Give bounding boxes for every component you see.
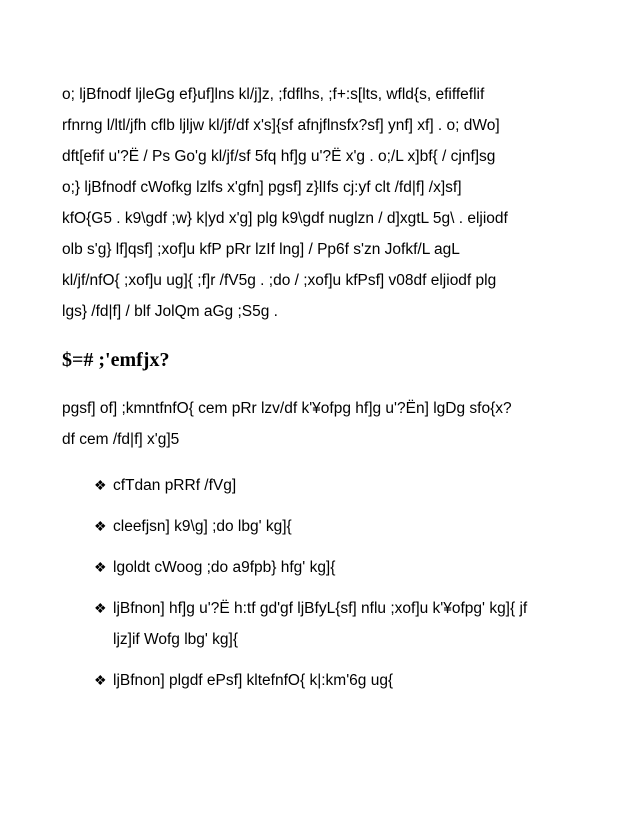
list-item-text: ljBfnon] plgdf ePsf] kltefnfO{ k|:km'6g ug{	[113, 672, 394, 689]
list-item-text: cleefjsn] k9\g] ;do lbg' kg]{	[113, 518, 292, 535]
diamond-bullet-icon: ❖	[94, 672, 107, 688]
list-item	[94, 665, 584, 696]
diamond-bullet-icon: ❖	[94, 600, 107, 616]
paragraph-line: pgsf] of] ;kmntfnfO{ cem pRr lzv/df k'¥ofpg hf]g u'?Ën] lgDg sfo{x?	[62, 400, 512, 417]
paragraph-line: o;} ljBfnodf cWofkg lzlfs x'gfn] pgsf] z}lIfs cj:yf clt /fd|f] /x]sf]	[62, 179, 462, 196]
paragraph-2	[62, 393, 582, 455]
paragraph-line: kfO{G5 . k9\gdf ;w} k|yd x'g] plg k9\gdf nuglzn / d]xgtL 5g\ . eljiodf	[62, 210, 508, 227]
list-item-text: cfTdan pRRf /fVg]	[113, 477, 237, 494]
diamond-bullet-icon: ❖	[94, 477, 107, 493]
paragraph-line: olb s'g} lf]qsf] ;xof]u kfP pRr lzIf lng] / Pp6f s'zn Jofkf/L agL	[62, 241, 460, 258]
list-item-text: ljBfnon] hf]g u'?Ë h:tf gd'gf ljBfyL{sf] nflu ;xof]u k'¥ofpg' kg]{ jf	[113, 600, 528, 617]
paragraph-line: df cem /fd|f] x'g]5	[62, 431, 180, 448]
suggestion-list	[94, 470, 584, 706]
list-item	[94, 511, 584, 542]
diamond-bullet-icon: ❖	[94, 518, 107, 534]
list-item	[94, 552, 584, 583]
list-item-text: ljz]if Wofg lbg' kg]{	[113, 631, 239, 648]
paragraph-line: kl/jf/nfO{ ;xof]u ug]{ ;f]r /fV5g . ;do / ;xof]u kfPsf] v08df eljiodf plg	[62, 272, 497, 289]
paragraph-line: o; ljBfnodf ljleGg ef}uf]lns kl/j]z, ;fdflhs, ;f+:s[lts, wfld{s, efiffeflif	[62, 86, 485, 103]
list-item	[94, 593, 584, 655]
paragraph-line: dft[efif u'?Ë / Ps Go'g kl/jf/sf 5fq hf]g u'?Ë x'g . o;/L x]bf{ / cjnf]sg	[62, 148, 496, 165]
list-item-text: lgoldt cWoog ;do a9fpb} hfg' kg]{	[113, 559, 336, 576]
diamond-bullet-icon: ❖	[94, 559, 107, 575]
list-item	[94, 470, 584, 501]
paragraph-1	[62, 79, 582, 327]
section-heading: $=# ;'emfjx?	[62, 349, 170, 371]
paragraph-line: rfnrng l/ltl/jfh cflb ljljw kl/jf/df x's]{sf afnjflnsfx?sf] ynf] xf] . o; dWo]	[62, 117, 500, 134]
paragraph-line: lgs} /fd|f] / blf JolQm aGg ;S5g .	[62, 303, 278, 320]
